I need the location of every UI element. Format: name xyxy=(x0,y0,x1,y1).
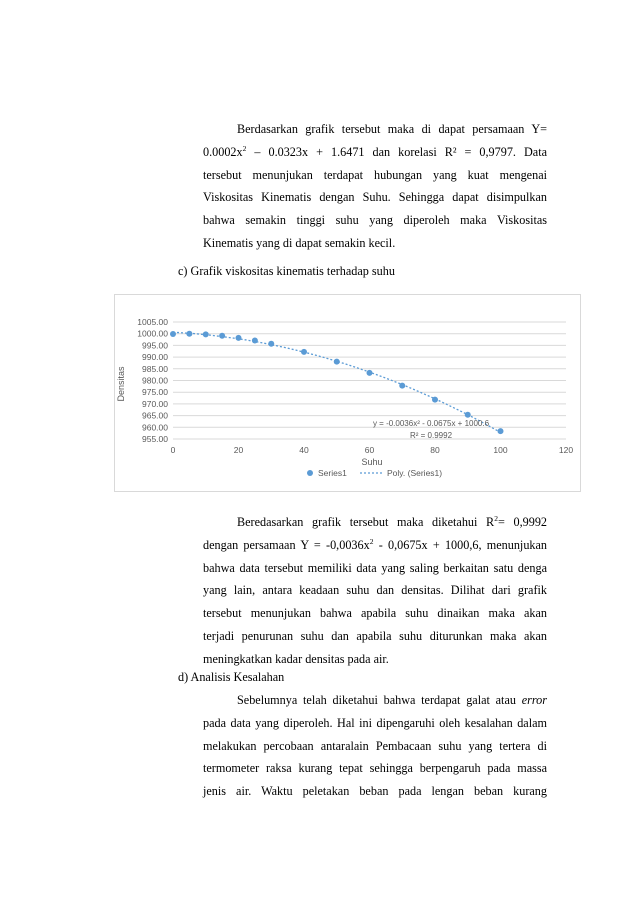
y-tick-label: 980.00 xyxy=(142,375,168,386)
paragraph-line xyxy=(203,141,547,164)
superscript: 2 xyxy=(242,143,247,153)
data-point xyxy=(465,412,471,418)
paragraph-line: jenis air. Waktu peletakan beban pada lengan beban kurang xyxy=(203,784,547,799)
y-tick-label: 975.00 xyxy=(142,387,168,398)
data-point xyxy=(170,331,176,337)
legend-label-series1: Series1 xyxy=(318,468,347,478)
paragraph-line: terjadi penurunan suhu dan apabila suhu diturunkan maka akan xyxy=(203,628,547,643)
paragraph-text: = 0,9992 xyxy=(497,515,548,529)
paragraph-line: pada data yang diperoleh. Hal ini dipengaruhi oleh kesalahan dalam xyxy=(203,715,547,730)
x-tick-label: 100 xyxy=(493,445,508,455)
paragraph-line: termometer raksa kurang tepat sehingga berpengaruh pada massa xyxy=(203,761,547,776)
equation-text: dengan persamaan Y = -0,0036x xyxy=(203,537,370,552)
paragraph-line: melakukan percobaan antaralain Pembacaan suhu yang tertera di xyxy=(203,738,547,753)
equation-text: 0.0002x xyxy=(203,144,243,159)
equation-text: - 0,0675x + 1000,6, menunjukan xyxy=(378,537,548,552)
y-axis-label: Densitas xyxy=(116,366,126,402)
x-tick-label: 40 xyxy=(299,445,309,455)
paragraph-line: Berdasarkan grafik tersebut maka di dapat persamaan Y= xyxy=(237,122,547,136)
x-tick-label: 80 xyxy=(430,445,440,455)
data-point xyxy=(432,397,438,403)
x-tick-label: 60 xyxy=(364,445,375,455)
paragraph-line: meningkatkan kadar densitas pada air. xyxy=(203,651,389,666)
data-point xyxy=(334,359,340,365)
trendline-equation: y = -0.0036x² - 0.0675x + 1000.6 xyxy=(372,419,490,428)
superscript: 2 xyxy=(369,536,374,546)
paragraph-line: tersebut menunjukan terdapat hubungan yang kuat mengenai xyxy=(203,167,547,182)
x-tick-label: 20 xyxy=(233,445,244,455)
x-axis-label: Suhu xyxy=(361,457,383,467)
data-point xyxy=(236,335,242,341)
y-tick-label: 985.00 xyxy=(142,363,168,374)
paragraph-text: Sebelumnya telah diketahui bahwa terdapat galat atau xyxy=(237,693,522,707)
data-point xyxy=(186,331,192,337)
paragraph-line xyxy=(203,534,547,557)
x-tick-label: 0 xyxy=(170,445,176,455)
paragraph-line: tersebut menunjukan bahwa apabila suhu dinaikan maka akan xyxy=(203,606,547,621)
y-tick-label: 970.00 xyxy=(142,398,168,409)
data-point xyxy=(399,383,405,389)
paragraph-text: Beredasarkan grafik tersebut maka diketahui R xyxy=(237,515,495,529)
data-point xyxy=(252,338,258,344)
data-point xyxy=(219,333,225,339)
y-tick-label: 955.00 xyxy=(142,434,168,444)
paragraph-line xyxy=(203,689,547,712)
y-tick-label: 1000.00 xyxy=(137,328,168,339)
legend-marker-series1 xyxy=(307,470,313,476)
paragraph-line xyxy=(203,511,547,534)
y-tick-label: 1005.00 xyxy=(137,317,168,327)
paragraph-density-analysis xyxy=(203,511,547,671)
y-tick-label: 965.00 xyxy=(142,410,168,421)
legend-label-poly: Poly. (Series1) xyxy=(387,468,443,478)
trendline-r2: R² = 0.9992 xyxy=(409,431,453,440)
section-heading-d: d) Analisis Kesalahan xyxy=(178,670,285,684)
y-tick-label: 960.00 xyxy=(142,422,168,433)
paragraph-line: Viskositas Kinematis dengan Suhu. Sehingga dapat disimpulkan xyxy=(203,190,547,205)
density-vs-temperature-chart xyxy=(114,294,581,492)
chart-border xyxy=(115,295,581,492)
paragraph-error-analysis xyxy=(203,689,547,803)
y-tick-label: 990.00 xyxy=(142,352,168,363)
paragraph-line: bahwa semakin tinggi suhu yang diperoleh maka Viskositas xyxy=(203,213,547,228)
emphasis-error: error xyxy=(521,693,547,707)
data-point xyxy=(268,341,274,347)
equation-text: – 0.0323x + 1.6471 dan korelasi R² = 0,9797. Data xyxy=(254,144,547,159)
data-point xyxy=(498,428,504,434)
paragraph-line: yang lain, antara keadaan suhu dan densitas. Dilihat dari grafik xyxy=(203,583,547,598)
x-tick-label: 120 xyxy=(558,445,574,455)
data-point xyxy=(367,370,373,376)
paragraph-regression-viscosity xyxy=(203,118,547,255)
data-point xyxy=(301,349,307,355)
paragraph-line: bahwa data tersebut memiliki data yang saling berkaitan satu denga xyxy=(203,560,547,575)
data-point xyxy=(203,331,209,337)
section-heading-c: c) Grafik viskositas kinematis terhadap suhu xyxy=(178,264,395,278)
paragraph-line: Kinematis yang di dapat semakin kecil. xyxy=(203,235,396,250)
superscript: 2 xyxy=(494,514,498,523)
y-tick-label: 995.00 xyxy=(142,340,168,351)
